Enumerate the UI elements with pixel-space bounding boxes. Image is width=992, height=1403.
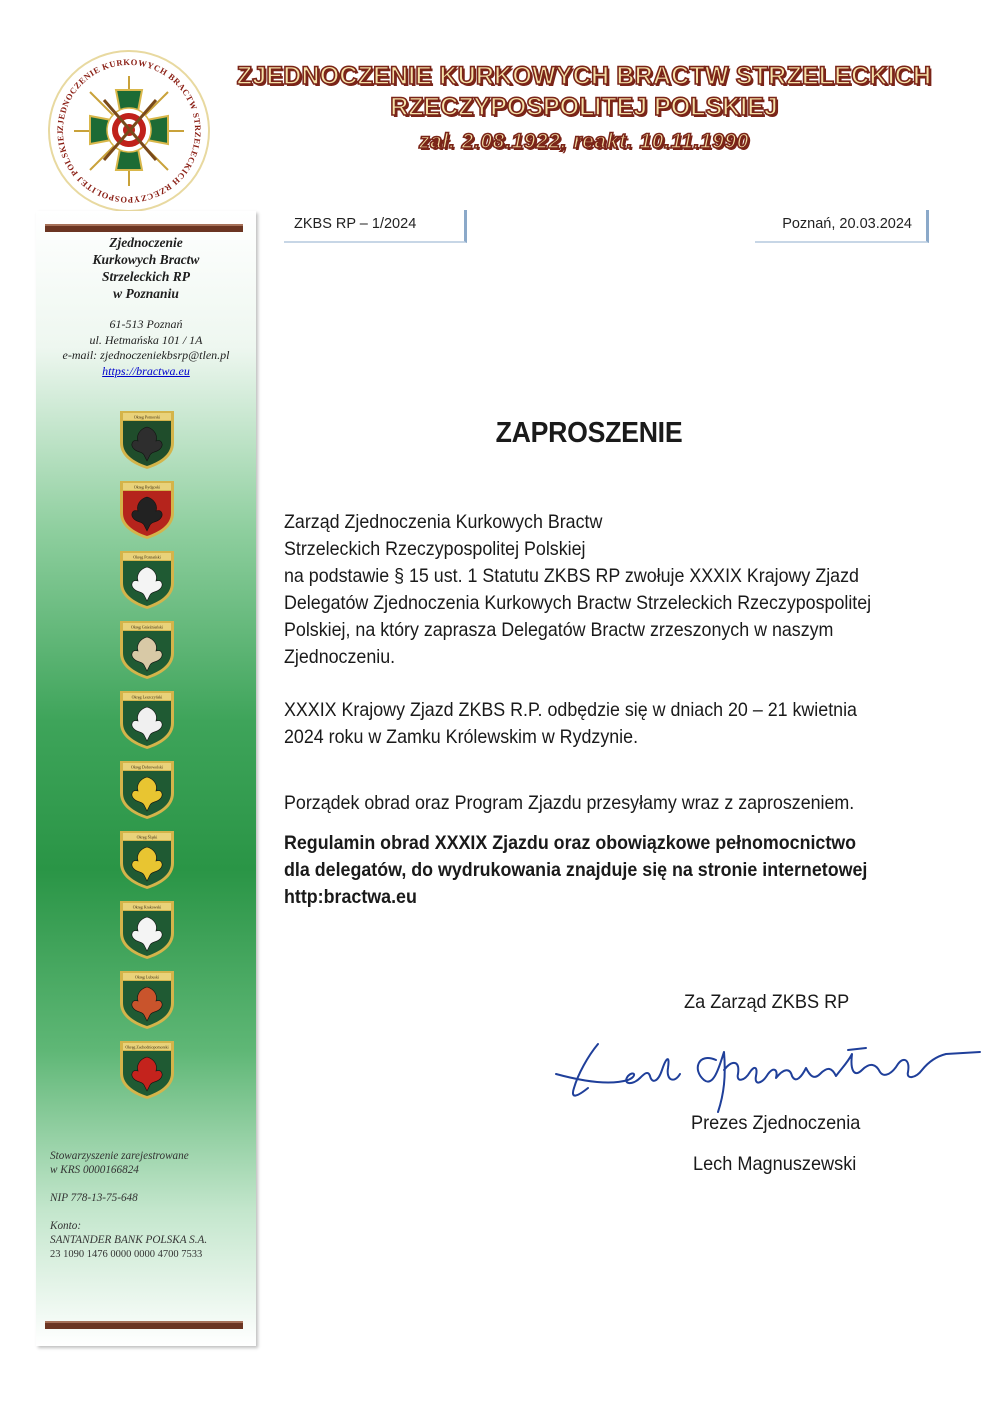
white-eagle-icon [116, 549, 178, 611]
header-title-line1: ZJEDNOCZENIE KURKOWYCH BRACTW STRZELECKICH [236, 62, 932, 90]
header-founding-dates: zał. 2.08.1922, reakt. 10.11.1990 [419, 130, 749, 153]
shield-label: Okręg Poznański [133, 554, 161, 560]
reference-number: ZKBS RP – 1/2024 [284, 210, 467, 243]
handwritten-signature [548, 1030, 988, 1120]
shield-label: Okręg Bydgoski [133, 484, 161, 490]
paragraph-regulations: Regulamin obrad XXXIX Zjazdu oraz obowiązkowe pełnomocnictwo dla delegatów, do wydrukowania znajduje się na stronie internetowej http:bractwa.eu [284, 833, 868, 908]
signature-for-board: Za Zarząd ZKBS RP [684, 991, 850, 1013]
account-label: Konto: [50, 1220, 82, 1232]
red-griffin-icon [116, 1039, 178, 1101]
shield-label: Okręg Śląski [136, 834, 158, 840]
sidebar-footer [50, 1149, 250, 1262]
bird-fire-icon [116, 969, 178, 1031]
sidebar-address [36, 317, 256, 379]
silesian-eagle-icon [116, 829, 178, 891]
shield-label: Okręg Leszczyński [131, 694, 163, 700]
org-name-line: w Poznaniu [113, 286, 179, 301]
account-number: 23 1090 1476 0000 0000 4700 7533 [50, 1249, 203, 1260]
district-shields [116, 409, 178, 1109]
shield-label: Okręg Zachodniopomorski [125, 1044, 169, 1050]
goose-icon [116, 689, 178, 751]
cross-keys-icon [116, 759, 178, 821]
paragraph-date-venue: XXXIX Krajowy Zjazd ZKBS R.P. odbędzie się w dniach 20 – 21 kwietnia 2024 roku w Zamku Królewskim w Rydzynie. [284, 700, 857, 748]
sidebar-top-divider [45, 224, 243, 232]
org-name-line: Zjednoczenie [109, 235, 183, 250]
header-title-line2: RZECZYPOSPOLITEJ POLSKIEJ [390, 93, 778, 121]
org-name-line: Kurkowych Bractw [92, 252, 200, 267]
letter-title: ZAPROSZENIE [495, 417, 683, 449]
sidebar-bottom-divider [45, 1321, 243, 1329]
brotherhood-emblem-icon [46, 48, 212, 214]
signer-name: Lech Magnuszewski [693, 1153, 857, 1175]
sidebar [36, 211, 256, 1346]
place-date: Poznań, 20.03.2024 [755, 210, 929, 243]
shield-label: Okręg Gnieźnieński [130, 624, 164, 630]
website-link[interactable]: https://bractwa.eu [102, 363, 190, 378]
griffin-icon [116, 409, 178, 471]
registration-label: Stowarzyszenie zarejestrowane [50, 1150, 189, 1162]
paragraph-convocation: Zarząd Zjednoczenia Kurkowych Bractw Strzeleckich Rzeczypospolitej Polskiej na podstawie § 15 ust. 1 Statutu ZKBS RP zwołuje XXXIX Krajowy Zjazd Delegatów Zjednoczenia Kurkowych Bractw Strzeleckich Rzeczypospolitej Polskiej, na który zaprasza Delegatów Bractw zrzeszonych w naszym Zjednoczeniu. [284, 512, 872, 668]
shield-label: Okręg Lubuski [134, 974, 160, 980]
white-eagle-icon [116, 899, 178, 961]
emblem-ring-text: ZJEDNOCZENIE KURKOWYCH BRACTW STRZELECKICH RZECZYPOSPOLITEJ POLSKIEJ [54, 56, 204, 206]
email-address: e-mail: zjednoczeniekbsrp@tlen.pl [62, 348, 230, 362]
paragraph-agenda: Porządek obrad oraz Program Zjazdu przesyłamy wraz z zaproszeniem. [284, 793, 855, 814]
shield-label: Okręg Pomorski [133, 414, 161, 420]
org-name-line: Strzeleckich RP [101, 269, 191, 284]
postal-code-city: 61-513 Poznań [109, 317, 183, 331]
krs-number: w KRS 0000166824 [50, 1164, 139, 1176]
crowned-head-icon [116, 619, 178, 681]
nip-number: NIP 778-13-75-648 [50, 1192, 138, 1204]
sidebar-org-name [36, 234, 256, 302]
street-address: ul. Hetmańska 101 / 1A [89, 332, 203, 347]
half-eagle-griffin-icon [116, 479, 178, 541]
signer-role: Prezes Zjednoczenia [691, 1112, 861, 1134]
bank-name: SANTANDER BANK POLSKA S.A. [50, 1234, 208, 1246]
shield-label: Okręg Krakowski [132, 904, 162, 910]
shield-label: Okręg Dobrowolski [131, 764, 163, 770]
